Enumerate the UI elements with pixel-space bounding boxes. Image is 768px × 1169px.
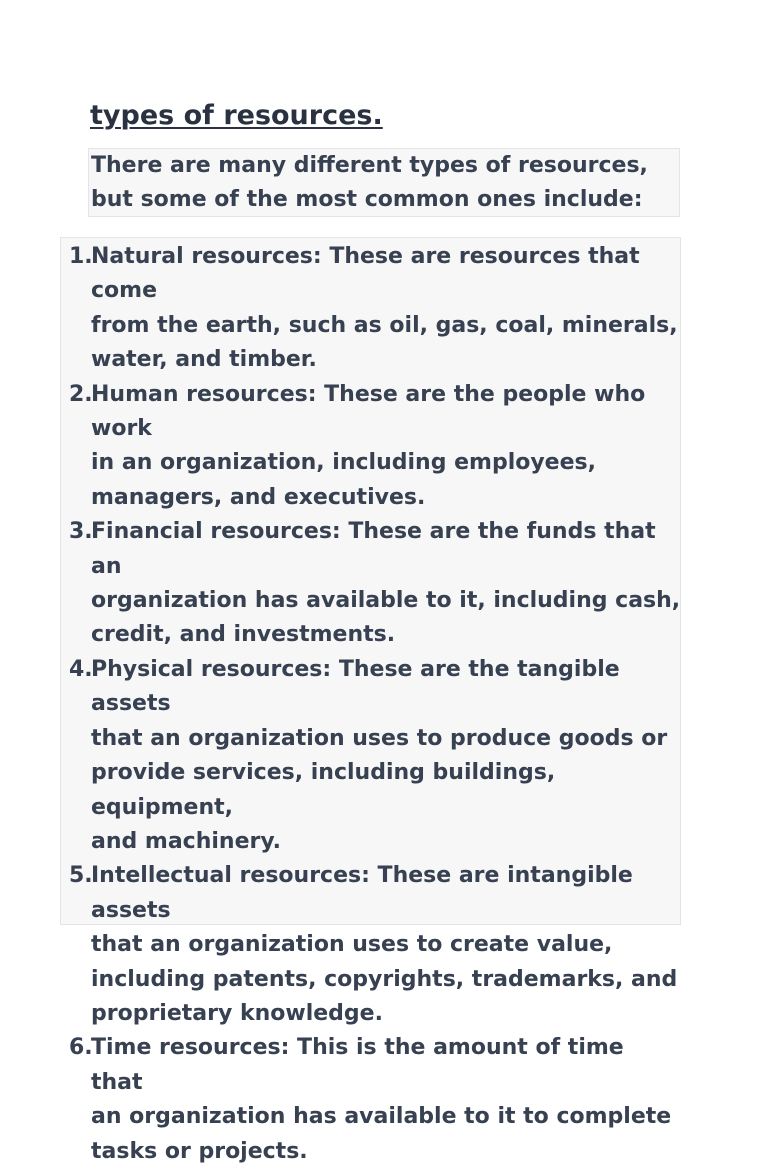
list-item: [61, 515, 681, 653]
list-item-line: in an organization, including employees,: [91, 450, 596, 476]
list-item: [61, 653, 681, 859]
list-item-number: 1.: [69, 244, 93, 269]
list-item-line: Natural resources: These are resources that come: [91, 244, 640, 304]
list-item-line: Physical resources: These are the tangible assets: [91, 656, 620, 717]
list-item-number: 2.: [69, 381, 93, 407]
list-item-number: 5.: [69, 863, 93, 889]
list-item-line: Intellectual resources: These are intangible assets: [91, 863, 633, 923]
list-item: [61, 378, 681, 516]
resource-list: [61, 240, 681, 1169]
list-item: [61, 240, 681, 378]
list-item-line: water, and timber.: [91, 347, 317, 373]
list-item-line: Financial resources: These are the funds that an: [91, 519, 656, 579]
list-item-line: and machinery.: [91, 828, 282, 854]
resource-list-box: [60, 237, 681, 1164]
list-item-line: Human resources: These are the people who work: [91, 381, 646, 442]
list-item-line: proprietary knowledge.: [91, 1000, 383, 1026]
list-item: [61, 1031, 681, 1169]
list-item-number: 4.: [69, 656, 93, 682]
list-item-line: organization has available to it, including cash,: [91, 588, 681, 614]
list-item-line: an organization has available to it to complete: [91, 1104, 672, 1130]
list-item: [61, 859, 681, 1031]
list-item-line: Time resources: This is the amount of time that: [91, 1035, 624, 1095]
list-item-line: provide services, including buildings, equipment,: [91, 760, 556, 820]
list-item-number: 6.: [69, 1035, 93, 1061]
list-item-line: credit, and investments.: [91, 622, 396, 648]
list-item-line: that an organization uses to create value,: [91, 932, 613, 958]
intro-paragraph: [88, 148, 680, 217]
document-title: types of resources.: [90, 100, 383, 131]
list-item-line: from the earth, such as oil, gas, coal, minerals,: [91, 312, 678, 338]
list-item-line: that an organization uses to produce goods or: [91, 725, 668, 751]
list-item-line: managers, and executives.: [91, 484, 426, 510]
list-item-line: tasks or projects.: [91, 1138, 308, 1164]
intro-text: There are many different types of resources, but some of the most common ones include:: [91, 153, 648, 212]
list-item-number: 3.: [69, 519, 93, 545]
list-item-line: including patents, copyrights, trademarks, and: [91, 966, 678, 992]
